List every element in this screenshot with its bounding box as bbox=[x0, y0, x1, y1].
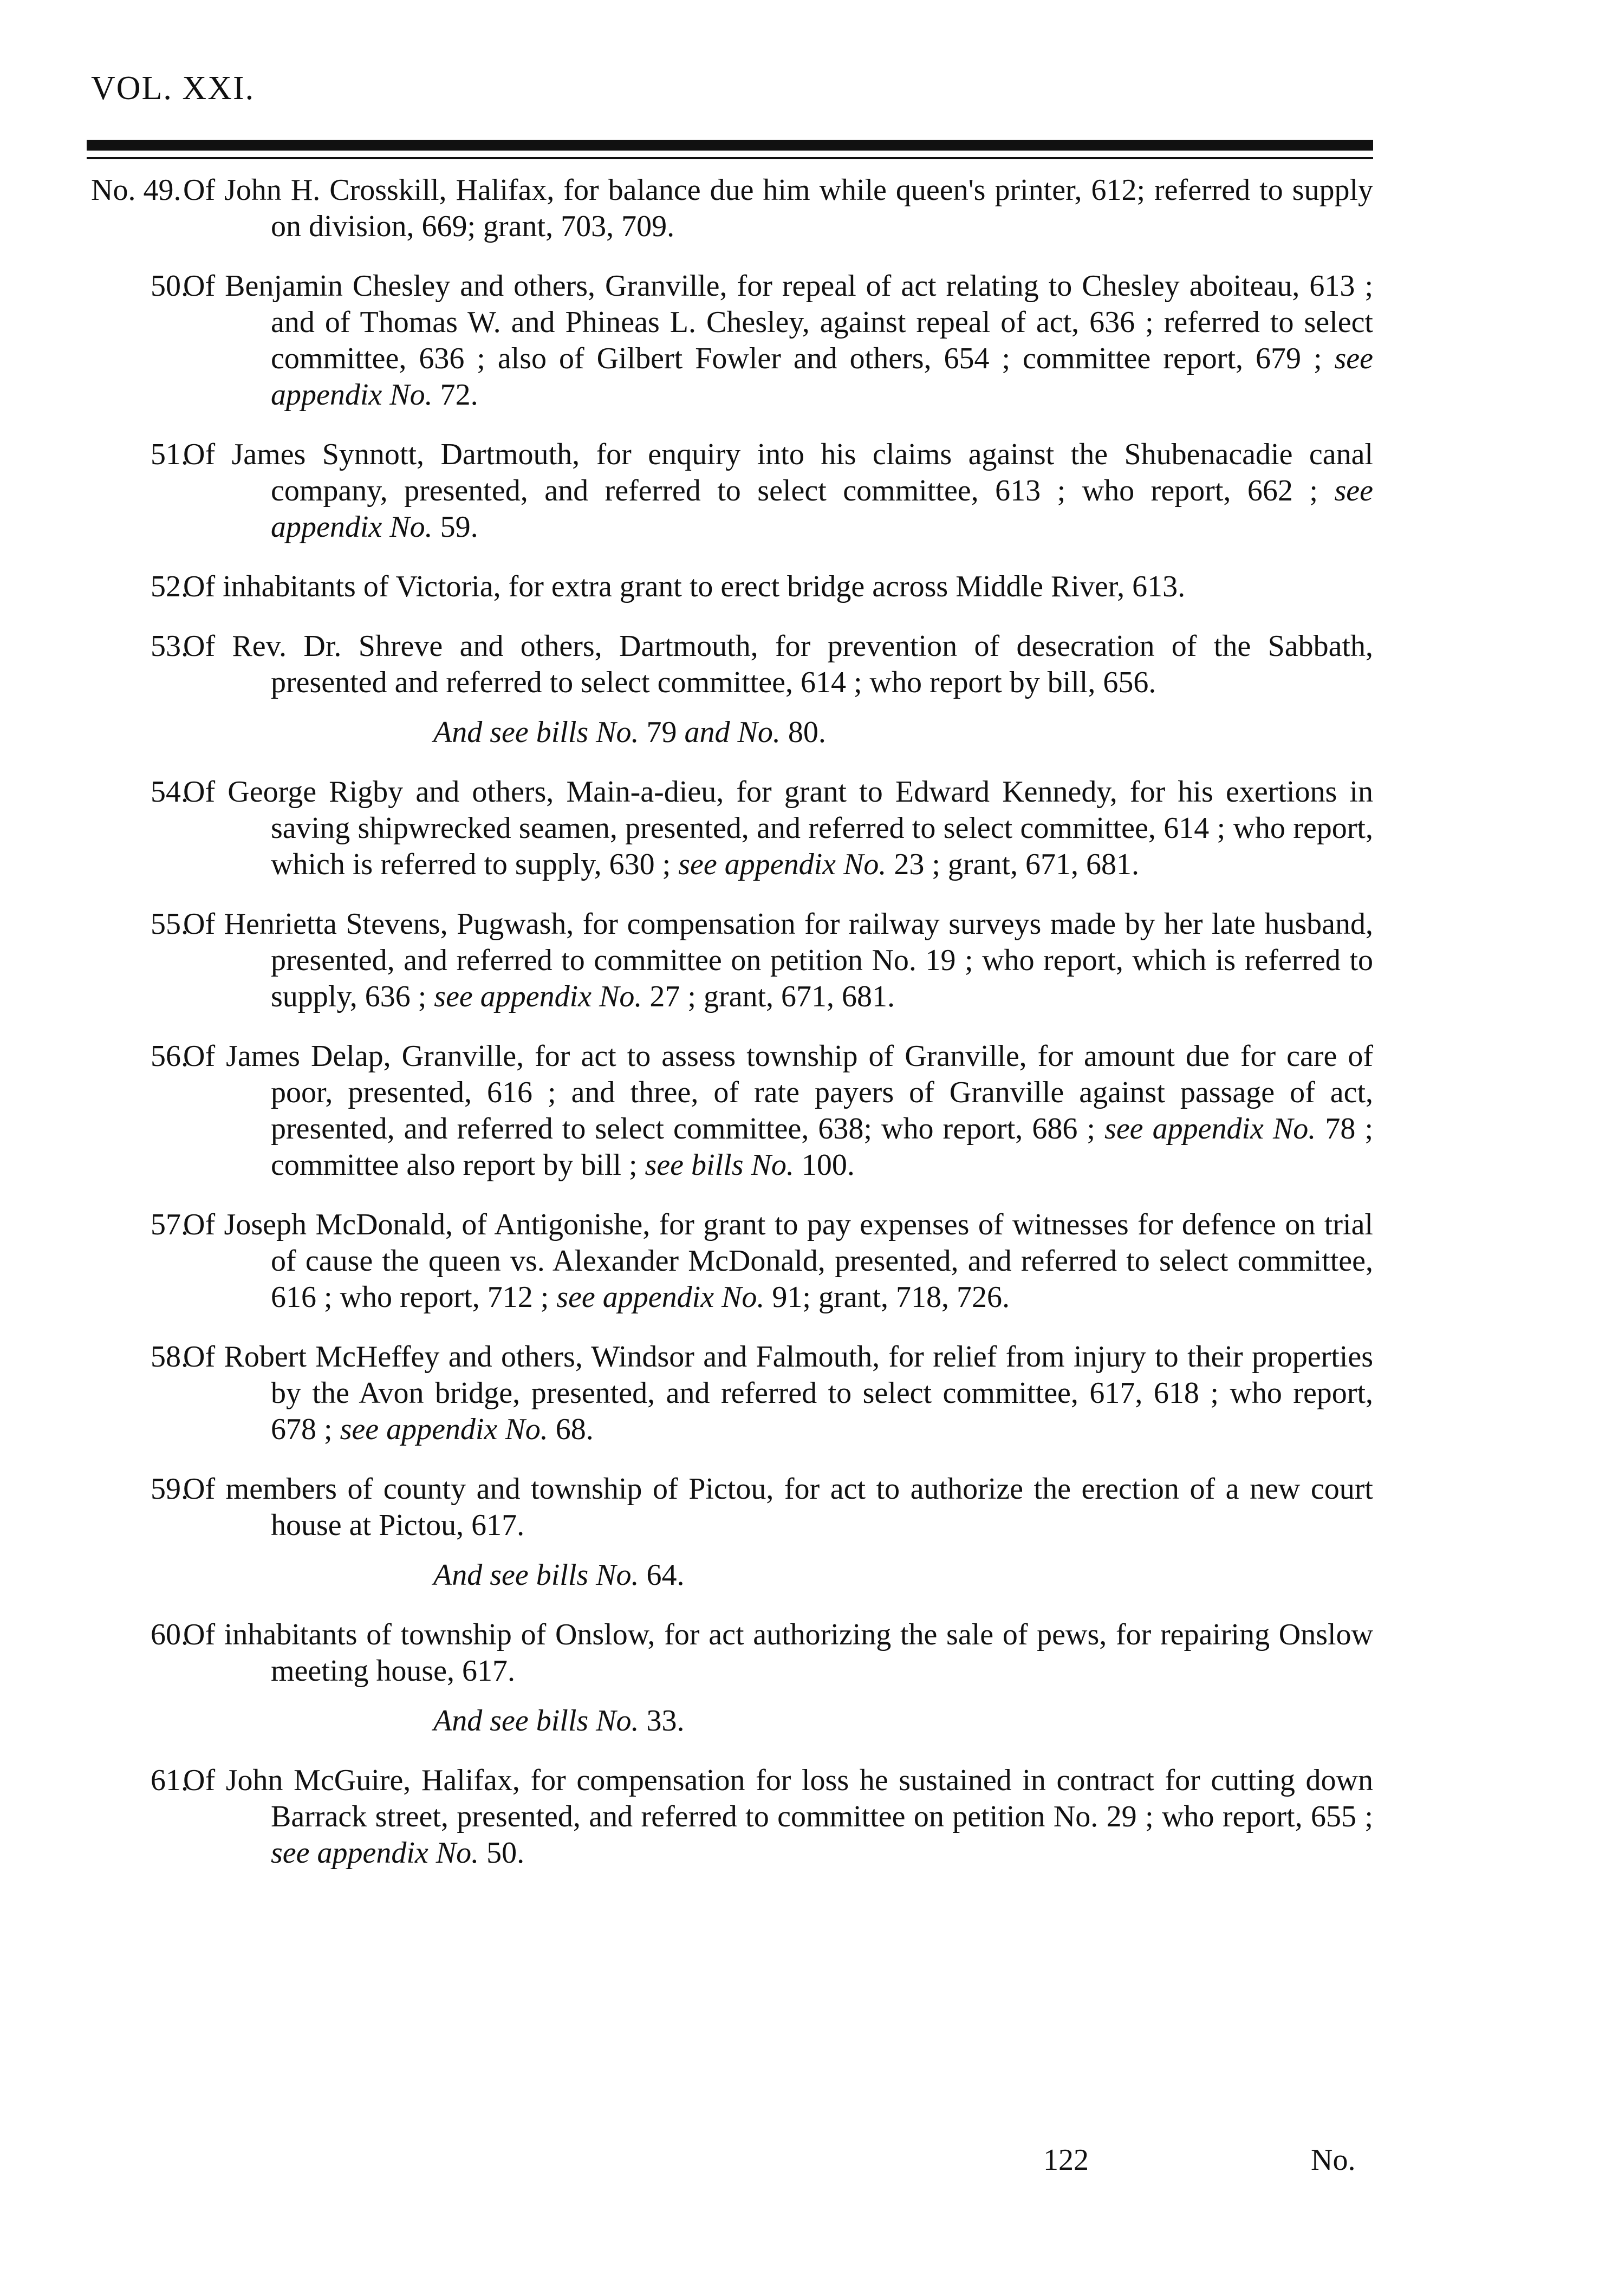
entry-text-segment: Of John H. Crosskill, Halifax, for balance due him while queen's printer, 612; referred to supply on division, 669; grant, 703, 709. bbox=[183, 173, 1373, 243]
entry-text-segment: Of Robert McHeffey and others, Windsor and Falmouth, for relief from injury to their properties by the Avon bridge, presented, and referred to select committee, 617, 618 ; who report, 678 ; bbox=[183, 1340, 1373, 1446]
petition-entry bbox=[91, 268, 1373, 413]
see-also-label: And see bills No. bbox=[433, 716, 639, 749]
entry-text-segment: 27 ; grant, 671, 681. bbox=[642, 980, 895, 1013]
entry-text-segment: 50. bbox=[479, 1836, 525, 1870]
entry-text bbox=[183, 1471, 1373, 1544]
italic-reference: see appendix No. bbox=[434, 980, 642, 1013]
italic-reference: see appendix No. bbox=[1104, 1112, 1316, 1146]
petition-entry bbox=[91, 1038, 1373, 1183]
see-also-label: And see bills No. bbox=[433, 1704, 639, 1738]
entry-text-segment: Of James Synnott, Dartmouth, for enquiry into his claims against the Shubenacadie canal company, presented, and referred to select committee, 613 ; who report, 662 ; bbox=[183, 438, 1373, 508]
italic-reference: see appendix No. bbox=[556, 1280, 765, 1314]
catchword: No. bbox=[1311, 2143, 1356, 2177]
entry-text-segment: Of members of county and township of Pictou, for act to authorize the erection of a new court house at Pictou, 617. bbox=[183, 1472, 1373, 1542]
entry-text-segment: 68. bbox=[548, 1413, 594, 1446]
see-also-bills bbox=[271, 1703, 1373, 1739]
entry-number: 61. bbox=[151, 1764, 188, 1797]
entry-number: 52. bbox=[151, 570, 188, 603]
page-number: 122 bbox=[1043, 2143, 1089, 2177]
see-also-label: and No. bbox=[684, 716, 781, 749]
entry-text-segment: 78 ; committee also report by bill ; bbox=[271, 1112, 1374, 1182]
entry-text-segment: 23 ; grant, 671, 681. bbox=[886, 848, 1139, 881]
entry-text bbox=[183, 569, 1373, 605]
entry-number: 56. bbox=[151, 1039, 188, 1073]
entry-number: 55. bbox=[151, 907, 188, 941]
entry-text-segment: Of inhabitants of Victoria, for extra grant to erect bridge across Middle River, 613. bbox=[183, 570, 1186, 603]
petition-entry bbox=[91, 1339, 1373, 1448]
entry-text-segment: Of Benjamin Chesley and others, Granville, for repeal of act relating to Chesley aboiteau, 613 ; and of Thomas W. and Phineas L. Chesley, against repeal of act, 636 ; referred to select committee, 636 ; also of Gilbert Fowler and others, 654 ; committee report, 679 ; bbox=[183, 269, 1373, 375]
entry-text-segment: 59. bbox=[432, 510, 478, 544]
petition-entry bbox=[91, 1762, 1373, 1871]
italic-reference: see bills No. bbox=[645, 1148, 794, 1182]
petition-entry bbox=[91, 1471, 1373, 1593]
entry-number: No. 49. bbox=[91, 173, 181, 207]
entry-number: 53. bbox=[151, 629, 188, 663]
petition-entry bbox=[91, 437, 1373, 545]
entry-text bbox=[183, 1762, 1373, 1871]
petition-entries-list bbox=[91, 172, 1373, 1895]
header-rule-thick bbox=[87, 140, 1373, 151]
italic-reference: see appendix No. bbox=[271, 474, 1373, 544]
petition-entry bbox=[91, 1207, 1373, 1316]
entry-number: 57. bbox=[151, 1208, 188, 1241]
italic-reference: see appendix No. bbox=[678, 848, 887, 881]
bill-number: 79 bbox=[639, 716, 685, 749]
entry-text bbox=[183, 1207, 1373, 1316]
petition-entry bbox=[91, 1617, 1373, 1739]
petition-entry bbox=[91, 628, 1373, 751]
entry-number: 50. bbox=[151, 269, 188, 303]
bill-number: 33. bbox=[639, 1704, 685, 1738]
entry-number: 60. bbox=[151, 1618, 188, 1651]
bill-number: 80. bbox=[780, 716, 826, 749]
entry-text bbox=[183, 774, 1373, 883]
petition-entry bbox=[91, 569, 1373, 605]
entry-text-segment: 100. bbox=[794, 1148, 855, 1182]
entry-number: 51. bbox=[151, 438, 188, 471]
entry-text-segment: Of Rev. Dr. Shreve and others, Dartmouth, for prevention of desecration of the Sabbath, presented and referred to select committee, 614 ; who report by bill, 656. bbox=[183, 629, 1373, 699]
bill-number: 64. bbox=[639, 1558, 685, 1592]
entry-number: 58. bbox=[151, 1340, 188, 1374]
petition-entry bbox=[91, 774, 1373, 883]
running-head-volume: VOL. XXI. bbox=[91, 70, 255, 107]
entry-text-segment: Of John McGuire, Halifax, for compensation for loss he sustained in contract for cutting down Barrack street, presented, and referred to committee on petition No. 29 ; who report, 655 ; bbox=[183, 1764, 1373, 1833]
entry-text bbox=[183, 1339, 1373, 1448]
entry-text-segment: Of Joseph McDonald, of Antigonishe, for grant to pay expenses of witnesses for defence on trial of cause the queen vs. Alexander McDonald, presented, and referred to select committee, 616 ; who report, 712 ; bbox=[183, 1208, 1373, 1314]
see-also-bills bbox=[271, 1557, 1373, 1593]
italic-reference: see appendix No. bbox=[271, 1836, 479, 1870]
entry-text-segment: Of James Delap, Granville, for act to assess township of Granville, for amount due for care of poor, presented, 616 ; and three, of rate payers of Granville against passage of act, presented, and referred to select committee, 638; who report, 686 ; bbox=[183, 1039, 1373, 1146]
entry-text-segment: Of Henrietta Stevens, Pugwash, for compensation for railway surveys made by her late husband, presented, and referred to committee on petition No. 19 ; who report, which is referred to supply, 636 ; bbox=[183, 907, 1373, 1013]
entry-text bbox=[183, 1038, 1373, 1183]
petition-entry bbox=[91, 906, 1373, 1015]
entry-text bbox=[183, 437, 1373, 545]
entry-text bbox=[183, 628, 1373, 701]
entry-text-segment: 91; grant, 718, 726. bbox=[764, 1280, 1010, 1314]
entry-text bbox=[183, 172, 1373, 245]
entry-text-segment: Of inhabitants of township of Onslow, for act authorizing the sale of pews, for repairing Onslow meeting house, 617. bbox=[183, 1618, 1373, 1688]
petition-entry bbox=[91, 172, 1373, 245]
italic-reference: see appendix No. bbox=[340, 1413, 548, 1446]
italic-reference: see appendix No. bbox=[271, 342, 1373, 412]
entry-text-segment: Of George Rigby and others, Main-a-dieu, for grant to Edward Kennedy, for his exertions in saving shipwrecked seamen, presented, and referred to select committee, 614 ; who report, which is referred to supply, 630 ; bbox=[183, 775, 1373, 881]
entry-text-segment: 72. bbox=[432, 378, 478, 412]
header-rule-thin bbox=[87, 157, 1373, 159]
entry-number: 54. bbox=[151, 775, 188, 809]
entry-text bbox=[183, 1617, 1373, 1689]
entry-text bbox=[183, 268, 1373, 413]
see-also-bills bbox=[271, 714, 1373, 751]
entry-text bbox=[183, 906, 1373, 1015]
entry-number: 59. bbox=[151, 1472, 188, 1506]
see-also-label: And see bills No. bbox=[433, 1558, 639, 1592]
